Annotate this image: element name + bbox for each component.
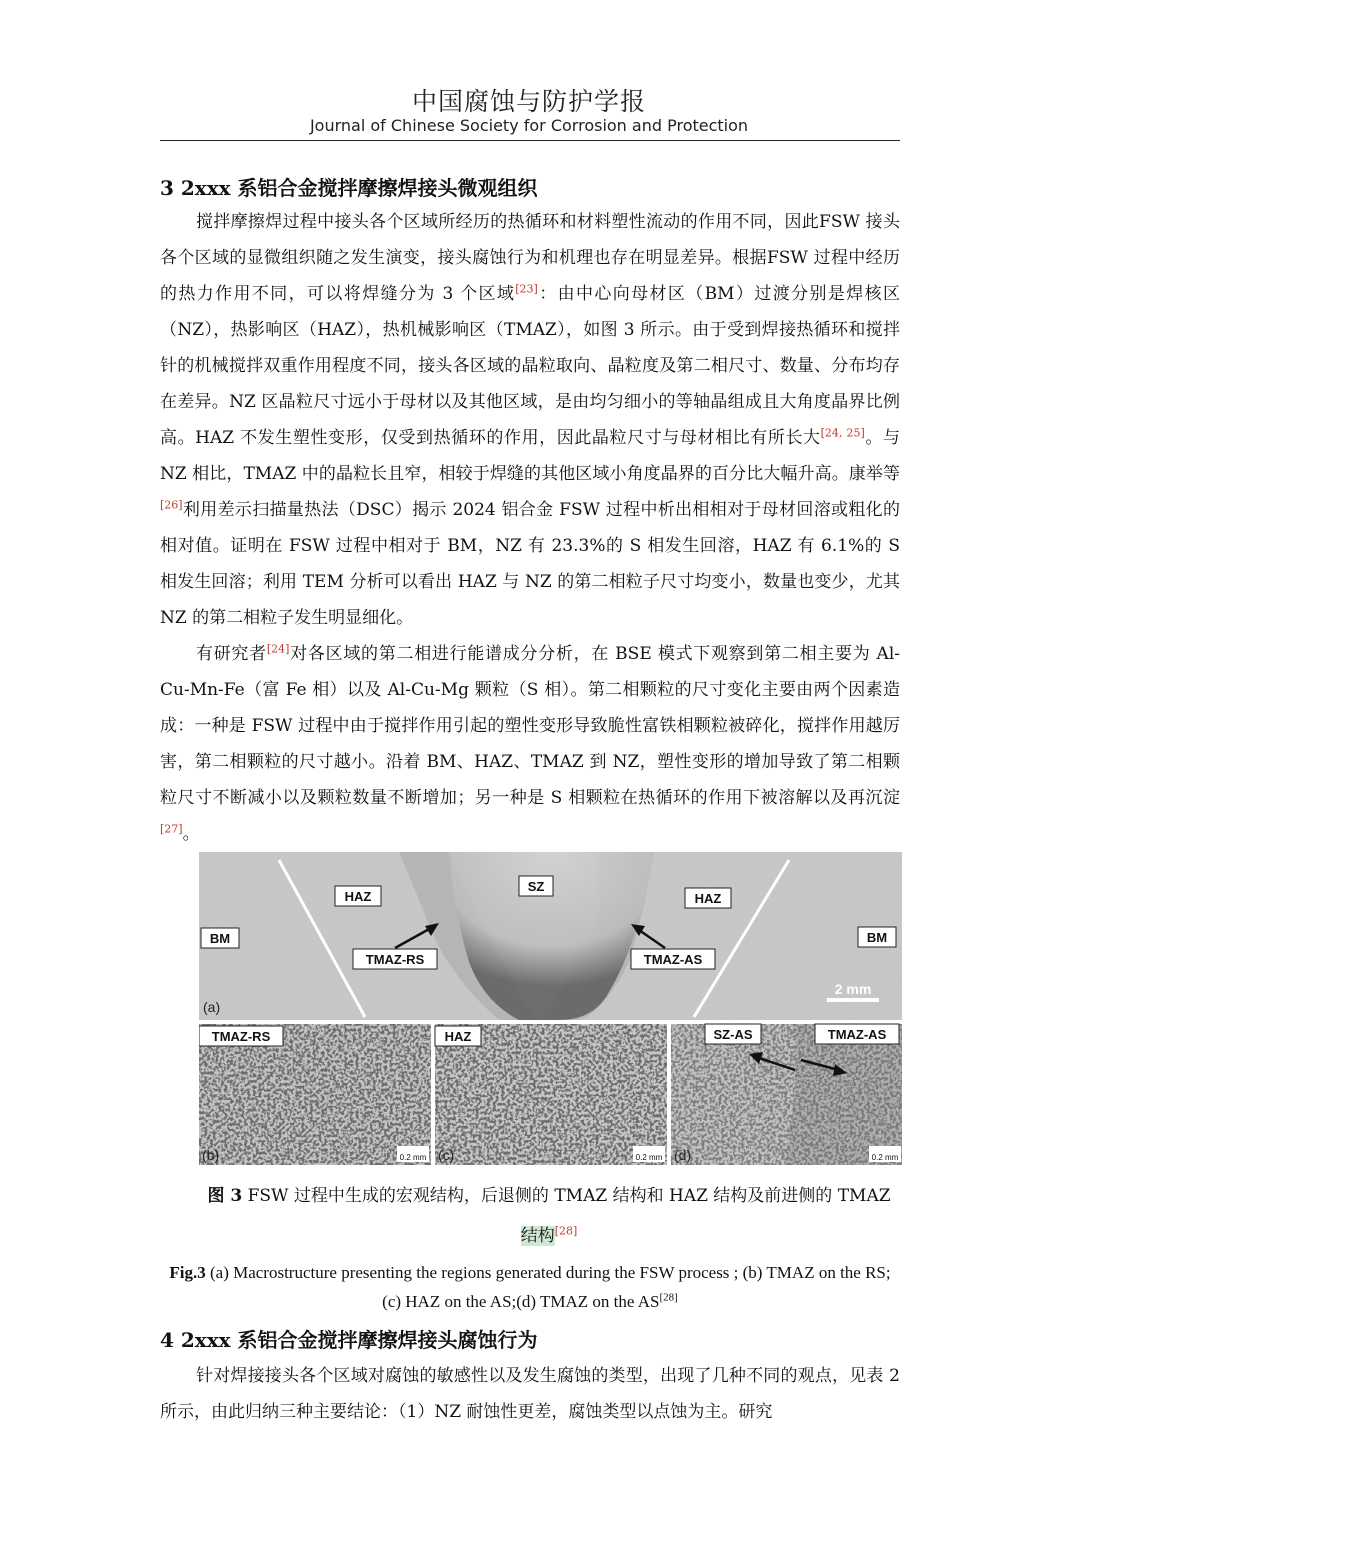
text-run: 搅拌摩擦焊过程中接头各个区域所经历的热循环和材料塑性流动的作用不同，因此FSW 接头各个区域的显微组织随之发生演变，接头腐蚀行为和机理也存在明显差异。根据FSW 过程中经历的热力作用不同，可以将焊缝分为 3 个区域 bbox=[160, 212, 900, 304]
paragraph-1 bbox=[160, 204, 900, 636]
label-bm-left bbox=[201, 928, 239, 948]
citation[interactable]: [27] bbox=[160, 822, 183, 836]
label-text: BM bbox=[866, 930, 888, 945]
journal-title-cn: 中国腐蚀与防护学报 bbox=[411, 87, 646, 116]
citation[interactable]: [24] bbox=[266, 642, 290, 656]
figure-caption-en bbox=[160, 1258, 900, 1316]
label-text: TMAZ-RS bbox=[211, 1029, 271, 1044]
panel-d-label: (d) bbox=[674, 1147, 692, 1163]
citation[interactable]: [24, 25] bbox=[820, 426, 865, 440]
caption-prefix: 图 3 bbox=[207, 1186, 243, 1206]
section-3-body bbox=[160, 204, 900, 852]
text-run: 有研究者 bbox=[196, 644, 267, 664]
caption-text: (a) Macrostructure presenting the regions generated during the FSW process ; (b) TMAZ on the RS; (c) HAZ on the AS;(d) TMAZ on the AS bbox=[205, 1263, 891, 1311]
label-text: TMAZ-RS bbox=[365, 952, 425, 967]
section-4-body bbox=[160, 1358, 900, 1430]
paragraph-1: 针对焊接接头各个区域对腐蚀的敏感性以及发生腐蚀的类型，出现了几种不同的观点，见表 2 所示，由此归纳三种主要结论：（1）NZ 耐蚀性更差，腐蚀类型以点蚀为主。研究 bbox=[160, 1366, 900, 1422]
caption-text-highlighted: 结构 bbox=[520, 1226, 555, 1246]
label-tmaz-rs bbox=[353, 949, 437, 969]
caption-text: FSW 过程中生成的宏观结构，后退侧的 TMAZ 结构和 HAZ 结构及前进侧的 TMAZ bbox=[247, 1186, 891, 1206]
section-3-heading: 3 2xxx 系铝合金搅拌摩擦焊接头微观组织 bbox=[160, 176, 538, 200]
panel-c-haz bbox=[435, 1024, 667, 1165]
citation[interactable]: [28] bbox=[659, 1291, 678, 1304]
journal-title-en: Journal of Chinese Society for Corrosion and Protection bbox=[309, 116, 749, 135]
panel-d-tmaz-as bbox=[671, 1024, 902, 1165]
header-divider bbox=[160, 140, 900, 141]
text-run: 。与 NZ 相比，TMAZ 中的晶粒长且窄，相较于焊缝的其他区域小角度晶界的百分比大幅升高。康举等 bbox=[160, 428, 900, 484]
label-text: HAZ bbox=[344, 889, 372, 904]
label-bm-right bbox=[858, 927, 896, 947]
panel-b-tmaz-rs bbox=[199, 1024, 431, 1165]
text-run: ：由中心向母材区（BM）过渡分别是焊核区（NZ），热影响区（HAZ），热机械影响区（TMAZ），如图 3 所示。由于受到焊接热循环和搅拌针的机械搅拌双重作用程度不同，接头各区域的晶粒取向、晶粒度及第二相尺寸、数量、分布均存在差异。NZ 区晶粒尺寸远小于母材以及其他区域，是由均匀细小的等轴晶组成且大角度晶界比例高。HAZ 不发生塑性变形，仅受到热循环的作用，因此晶粒尺寸与母材相比有所长大 bbox=[160, 284, 901, 448]
paragraph-2 bbox=[160, 636, 900, 852]
caption-prefix: Fig.3 bbox=[169, 1263, 206, 1282]
scale-bar-label-d: 0.2 mm bbox=[871, 1153, 899, 1162]
scale-bar-label-b: 0.2 mm bbox=[399, 1153, 427, 1162]
label-tmaz-as bbox=[631, 949, 715, 969]
label-text: SZ-AS bbox=[713, 1027, 753, 1042]
panel-a-label: (a) bbox=[203, 999, 221, 1015]
label-haz-left bbox=[335, 886, 381, 906]
label-sz bbox=[519, 876, 553, 896]
text-run: 利用差示扫描量热法（DSC）揭示 2024 铝合金 FSW 过程中析出相相对于母材回溶或粗化的相对值。证明在 FSW 过程中相对于 BM，NZ 有 23.3%的 S 相发生回溶，HAZ 有 6.1%的 S 相发生回溶；利用 TEM 分析可以看出 HAZ 与 NZ 的第二相粒子尺寸均变小，数量也变少，尤其 NZ 的第二相粒子发生明显细化。 bbox=[160, 500, 900, 628]
section-4-heading: 4 2xxx 系铝合金搅拌摩擦焊接头腐蚀行为 bbox=[160, 1328, 538, 1352]
micrograph-svg bbox=[199, 852, 902, 1165]
label-text: BM bbox=[209, 931, 231, 946]
text-run: 对各区域的第二相进行能谱成分分析，在 BSE 模式下观察到第二相主要为 Al-Cu-Mn-Fe（富 Fe 相）以及 Al-Cu-Mg 颗粒（S 相）。第二相颗粒的尺寸变化主要由两个因素造成：一种是 FSW 过程中由于搅拌作用引起的塑性变形导致脆性富铁相颗粒被碎化，搅拌作用越厉害，第二相颗粒的尺寸越小。沿着 BM、HAZ、TMAZ 到 NZ，塑性变形的增加导致了第二相颗粒尺寸不断减小以及颗粒数量不断增加；另一种是 S 相颗粒在热循环的作用下被溶解以及再沉淀 bbox=[160, 644, 901, 808]
text-run: 。 bbox=[182, 824, 200, 844]
citation[interactable]: [28] bbox=[554, 1224, 578, 1238]
scale-bar-label-c: 0.2 mm bbox=[635, 1153, 663, 1162]
panel-a-macrostructure bbox=[199, 852, 902, 1020]
scale-bar-label-a: 2 mm bbox=[834, 981, 872, 997]
citation[interactable]: [23] bbox=[515, 282, 538, 296]
label-text: HAZ bbox=[694, 891, 722, 906]
panel-c-label: (c) bbox=[438, 1147, 455, 1163]
label-text: SZ bbox=[527, 879, 545, 894]
label-haz-right bbox=[685, 888, 731, 908]
label-text: TMAZ-AS bbox=[643, 952, 703, 967]
figure-3-micrograph bbox=[199, 852, 902, 1165]
figure-caption-cn bbox=[196, 1176, 902, 1256]
label-text: TMAZ-AS bbox=[827, 1027, 887, 1042]
panel-b-label: (b) bbox=[202, 1147, 220, 1163]
citation[interactable]: [26] bbox=[160, 498, 183, 512]
label-text: HAZ bbox=[444, 1029, 472, 1044]
